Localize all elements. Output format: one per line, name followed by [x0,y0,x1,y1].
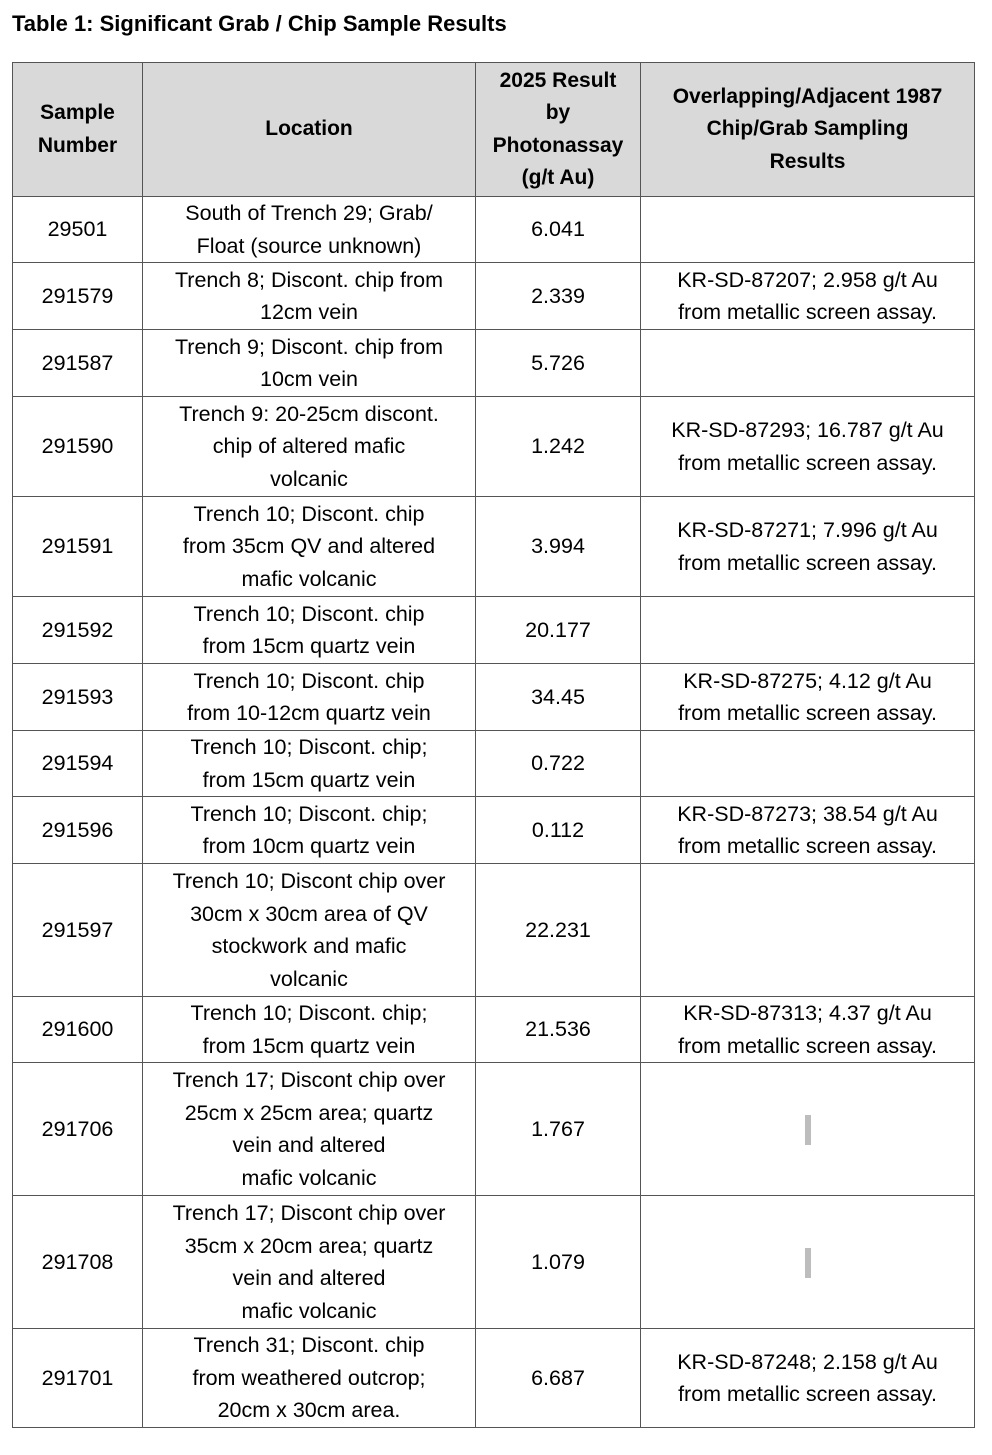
table-row [13,197,975,263]
cell-sample-number: 291587 [13,330,143,397]
cell-sample-number: 291701 [13,1329,143,1428]
cell-sample-number: 291706 [13,1063,143,1196]
table-row [13,330,975,397]
cell-1987-result [641,597,975,664]
cell-location: Trench 9: 20-25cm discont. chip of altered mafic volcanic [143,397,476,497]
cell-1987-result[interactable]: KR-SD-87275; 4.12 g/t Au from metallic screen assay. [641,664,975,731]
cell-1987-result: KR-SD-87248; 2.158 g/t Au from metallic screen assay. [641,1329,975,1428]
cell-sample-number: 291579 [13,263,143,330]
header-1987-results: Overlapping/Adjacent 1987 Chip/Grab Sampling Results [641,63,975,197]
cell-location: Trench 17; Discont chip over 35cm x 20cm area; quartz vein and altered mafic volcanic [143,1196,476,1329]
cell-location: Trench 9; Discont. chip from 10cm vein [143,330,476,397]
cell-result: 1.242 [476,397,641,497]
cell-1987-result [641,864,975,997]
cell-sample-number: 291597 [13,864,143,997]
table-row [13,797,975,864]
table-row [13,664,975,731]
cell-result: 22.231 [476,864,641,997]
cell-1987-result[interactable] [641,1196,975,1329]
header-2025-result: 2025 Result by Photonassay (g/t Au) [476,63,641,197]
cell-location: Trench 10; Discont. chip from 35cm QV and altered mafic volcanic [143,497,476,597]
cell-sample-number: 291596 [13,797,143,864]
cell-result: 5.726 [476,330,641,397]
cell-sample-number: 29501 [13,197,143,263]
table-row [13,1329,975,1428]
header-row [13,63,975,197]
table-row [13,597,975,664]
cell-result: 3.994 [476,497,641,597]
cell-sample-number: 291591 [13,497,143,597]
cell-location: South of Trench 29; Grab/ Float (source unknown) [143,197,476,263]
cell-location: Trench 10; Discont. chip; from 15cm quartz vein [143,731,476,797]
cell-result: 20.177 [476,597,641,664]
cell-sample-number: 291590 [13,397,143,497]
cell-1987-result [641,731,975,797]
text-cursor-marker [805,1248,811,1278]
cell-sample-number: 291708 [13,1196,143,1329]
cell-location: Trench 31; Discont. chip from weathered outcrop; 20cm x 30cm area. [143,1329,476,1428]
cell-result: 6.041 [476,197,641,263]
cell-1987-result[interactable] [641,1063,975,1196]
cell-result: 0.112 [476,797,641,864]
cell-sample-number: 291593 [13,664,143,731]
cell-1987-result: KR-SD-87313; 4.37 g/t Au from metallic screen assay. [641,997,975,1063]
cell-sample-number: 291594 [13,731,143,797]
cell-location: Trench 10; Discont. chip; from 10cm quartz vein [143,797,476,864]
cell-1987-result: KR-SD-87271; 7.996 g/t Au from metallic screen assay. [641,497,975,597]
cell-1987-result: KR-SD-87273; 38.54 g/t Au from metallic screen assay. [641,797,975,864]
table-row [13,1196,975,1329]
cell-result: 1.079 [476,1196,641,1329]
cell-1987-result: KR-SD-87293; 16.787 g/t Au from metallic screen assay. [641,397,975,497]
table-row [13,1063,975,1196]
cell-result: 34.45 [476,664,641,731]
cell-location: Trench 10; Discont chip over 30cm x 30cm area of QV stockwork and mafic volcanic [143,864,476,997]
table-title: Table 1: Significant Grab / Chip Sample Results [12,11,507,36]
sample-results-table [12,62,975,1428]
cell-location: Trench 8; Discont. chip from 12cm vein [143,263,476,330]
cell-sample-number: 291592 [13,597,143,664]
cell-sample-number: 291600 [13,997,143,1063]
cell-result: 0.722 [476,731,641,797]
cell-1987-result: KR-SD-87207; 2.958 g/t Au from metallic screen assay. [641,263,975,330]
table-row [13,497,975,597]
table-row [13,864,975,997]
header-location: Location [143,63,476,197]
cell-location: Trench 10; Discont. chip from 10-12cm quartz vein [143,664,476,731]
table-row [13,731,975,797]
cell-1987-result [641,330,975,397]
cell-location: Trench 10; Discont. chip from 15cm quartz vein [143,597,476,664]
table-row [13,263,975,330]
cell-result: 1.767 [476,1063,641,1196]
cell-result: 2.339 [476,263,641,330]
text-cursor-marker [805,1115,811,1145]
header-sample-number: Sample Number [13,63,143,197]
cell-location: Trench 10; Discont. chip; from 15cm quartz vein [143,997,476,1063]
table-row [13,397,975,497]
cell-location: Trench 17; Discont chip over 25cm x 25cm area; quartz vein and altered mafic volcanic [143,1063,476,1196]
cell-result: 6.687 [476,1329,641,1428]
cell-result: 21.536 [476,997,641,1063]
table-row [13,997,975,1063]
cell-1987-result [641,197,975,263]
